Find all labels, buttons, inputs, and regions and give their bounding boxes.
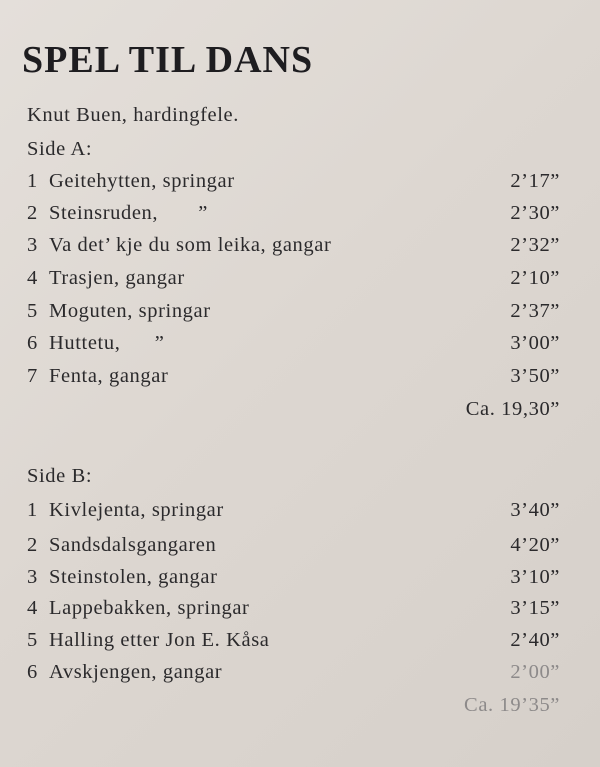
track-duration: 3’15” (510, 597, 560, 619)
track-row (27, 629, 560, 655)
track-duration: 2’37” (510, 300, 560, 322)
track-number: 1 (27, 499, 38, 521)
side-a-heading: Side A: (27, 138, 93, 160)
track-row (27, 566, 560, 592)
track-row (27, 202, 560, 228)
track-number: 6 (27, 332, 38, 354)
track-number: 3 (27, 566, 38, 588)
track-name: Va det’ kje du som leika, gangar (49, 234, 332, 256)
track-name: Geitehytten, springar (49, 170, 235, 192)
track-number: 5 (27, 300, 38, 322)
track-row (27, 332, 560, 358)
track-duration: 2’17” (510, 170, 560, 192)
track-duration: 2’00” (510, 661, 560, 683)
track-duration: 2’10” (510, 267, 560, 289)
track-row (27, 365, 560, 391)
track-duration: 2’30” (510, 202, 560, 224)
album-title: SPEL TIL DANS (22, 39, 314, 81)
track-duration: 3’10” (510, 566, 560, 588)
track-number: 2 (27, 534, 38, 556)
track-name: Lappebakken, springar (49, 597, 250, 619)
track-row (27, 597, 560, 623)
side-a-total: Ca. 19,30” (465, 398, 560, 420)
track-duration: 2’32” (510, 234, 560, 256)
track-duration: 3’00” (510, 332, 560, 354)
side-b-total: Ca. 19’35” (464, 694, 560, 716)
track-number: 4 (27, 597, 38, 619)
track-row (27, 234, 560, 260)
track-name: Steinstolen, gangar (49, 566, 218, 588)
track-number: 2 (27, 202, 38, 224)
track-duration: 2’40” (510, 629, 560, 651)
side-b-heading: Side B: (27, 465, 93, 487)
track-duration: 4’20” (510, 534, 560, 556)
track-row (27, 170, 560, 196)
track-name: Sandsdalsgangaren (49, 534, 217, 556)
track-name: Trasjen, gangar (49, 267, 185, 289)
track-row (27, 267, 560, 293)
track-row (27, 534, 560, 560)
performer-credit: Knut Buen, hardingfele. (27, 104, 239, 126)
track-name: Halling etter Jon E. Kåsa (49, 629, 270, 651)
track-name: Kivlejenta, springar (49, 499, 224, 521)
track-number: 7 (27, 365, 38, 387)
track-number: 3 (27, 234, 38, 256)
track-row (27, 499, 560, 525)
track-duration: 3’50” (510, 365, 560, 387)
track-name: Huttetu, ” (49, 332, 165, 354)
track-name: Steinsruden, ” (49, 202, 208, 224)
track-row (27, 661, 560, 687)
track-name: Fenta, gangar (49, 365, 169, 387)
track-number: 5 (27, 629, 38, 651)
track-row (27, 300, 560, 326)
track-duration: 3’40” (510, 499, 560, 521)
track-number: 6 (27, 661, 38, 683)
track-number: 1 (27, 170, 38, 192)
track-name: Moguten, springar (49, 300, 211, 322)
track-number: 4 (27, 267, 38, 289)
track-name: Avskjengen, gangar (49, 661, 223, 683)
